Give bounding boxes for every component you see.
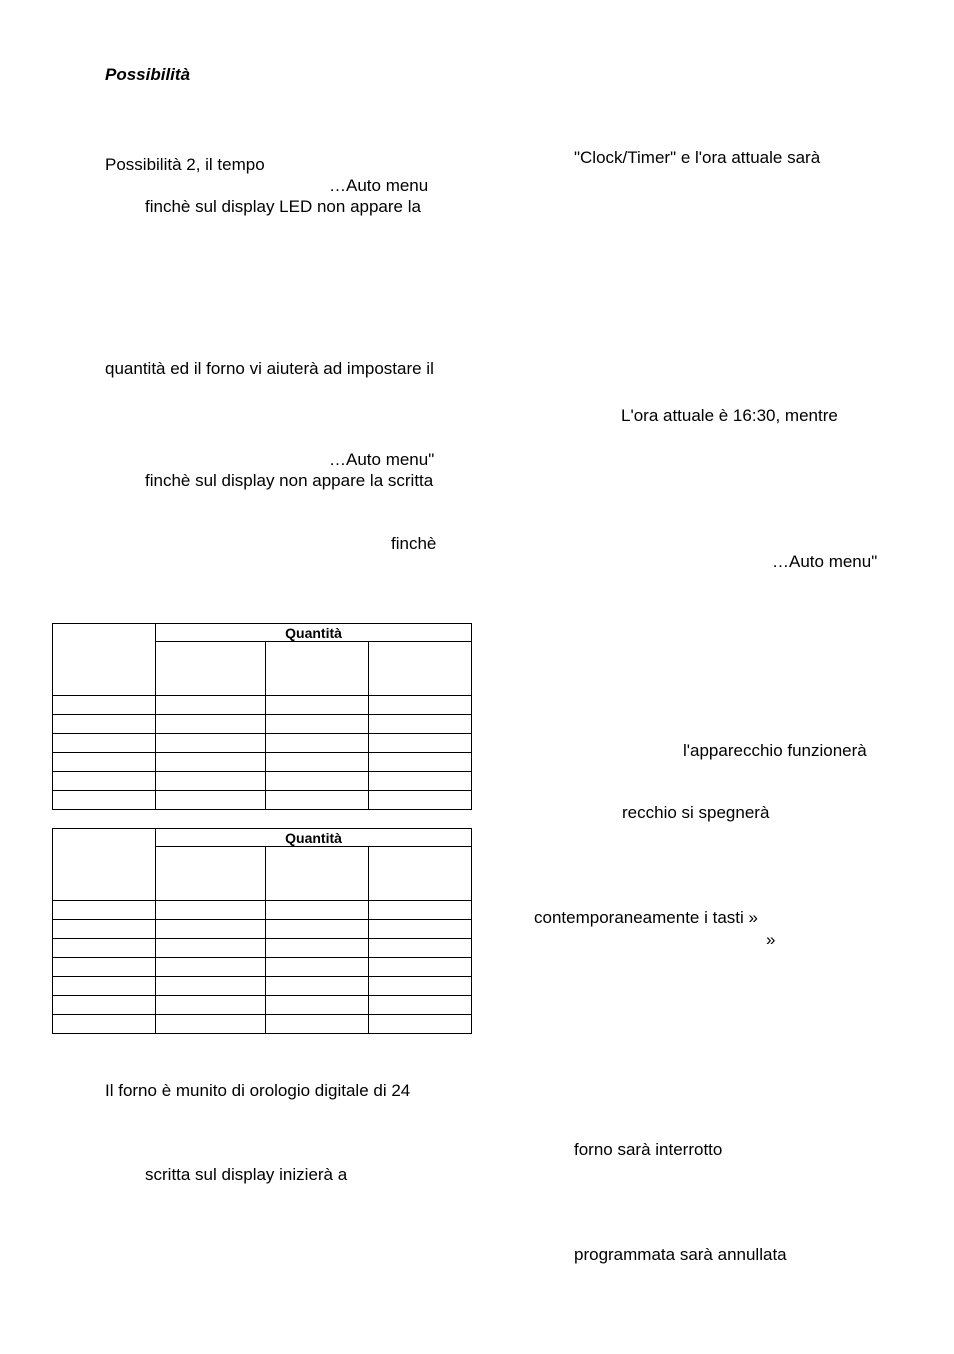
table-subheader-cell — [369, 642, 472, 696]
table-row — [53, 715, 472, 734]
table-subheader-cell — [156, 847, 266, 901]
table-row — [53, 734, 472, 753]
table-subheader-cell — [266, 847, 369, 901]
table-row — [53, 939, 472, 958]
paragraph-line: forno sarà interrotto — [574, 1140, 723, 1159]
table-row — [53, 996, 472, 1015]
paragraph-line: contemporaneamente i tasti » — [534, 908, 758, 927]
paragraph-line: l'apparecchio funzionerà — [683, 741, 867, 760]
paragraph-line: Possibilità 2, il tempo — [105, 155, 265, 174]
paragraph-line: Il forno è munito di orologio digitale di 24 — [105, 1081, 411, 1100]
table-row — [53, 696, 472, 715]
table-row — [53, 772, 472, 791]
paragraph-line: recchio si spegnerà — [622, 803, 770, 822]
paragraph-line: » — [766, 930, 776, 949]
table-header-quantity: Quantità — [156, 624, 472, 642]
table-row — [53, 1015, 472, 1034]
table-row — [53, 920, 472, 939]
paragraph-line: …Auto menu — [329, 176, 429, 195]
table-subheader-cell — [369, 847, 472, 901]
quantity-table-1 — [52, 623, 472, 810]
paragraph-line: quantità ed il forno vi aiuterà ad impostare il — [105, 359, 434, 378]
paragraph-line: finchè — [391, 534, 437, 553]
table-subheader-cell — [156, 642, 266, 696]
quantity-table-2 — [52, 828, 472, 1034]
section-heading: Possibilità — [105, 65, 191, 84]
paragraph-line: L'ora attuale è 16:30, mentre — [621, 406, 838, 425]
paragraph-line: …Auto menu" — [772, 552, 878, 571]
paragraph-line: programmata sarà annullata — [574, 1245, 787, 1264]
table-row — [53, 791, 472, 810]
table-row — [53, 958, 472, 977]
table-row — [53, 901, 472, 920]
table-subheader-cell — [266, 642, 369, 696]
paragraph-line: "Clock/Timer" e l'ora attuale sarà — [574, 148, 821, 167]
table-corner-cell — [53, 624, 156, 696]
paragraph-line: finchè sul display non appare la scritta — [145, 471, 434, 490]
paragraph-line: finchè sul display LED non appare la — [145, 197, 421, 216]
table-row — [53, 977, 472, 996]
table-header-quantity: Quantità — [156, 829, 472, 847]
table-row — [53, 753, 472, 772]
paragraph-line: …Auto menu" — [329, 450, 435, 469]
table-corner-cell — [53, 829, 156, 901]
paragraph-line: scritta sul display inizierà a — [145, 1165, 348, 1184]
